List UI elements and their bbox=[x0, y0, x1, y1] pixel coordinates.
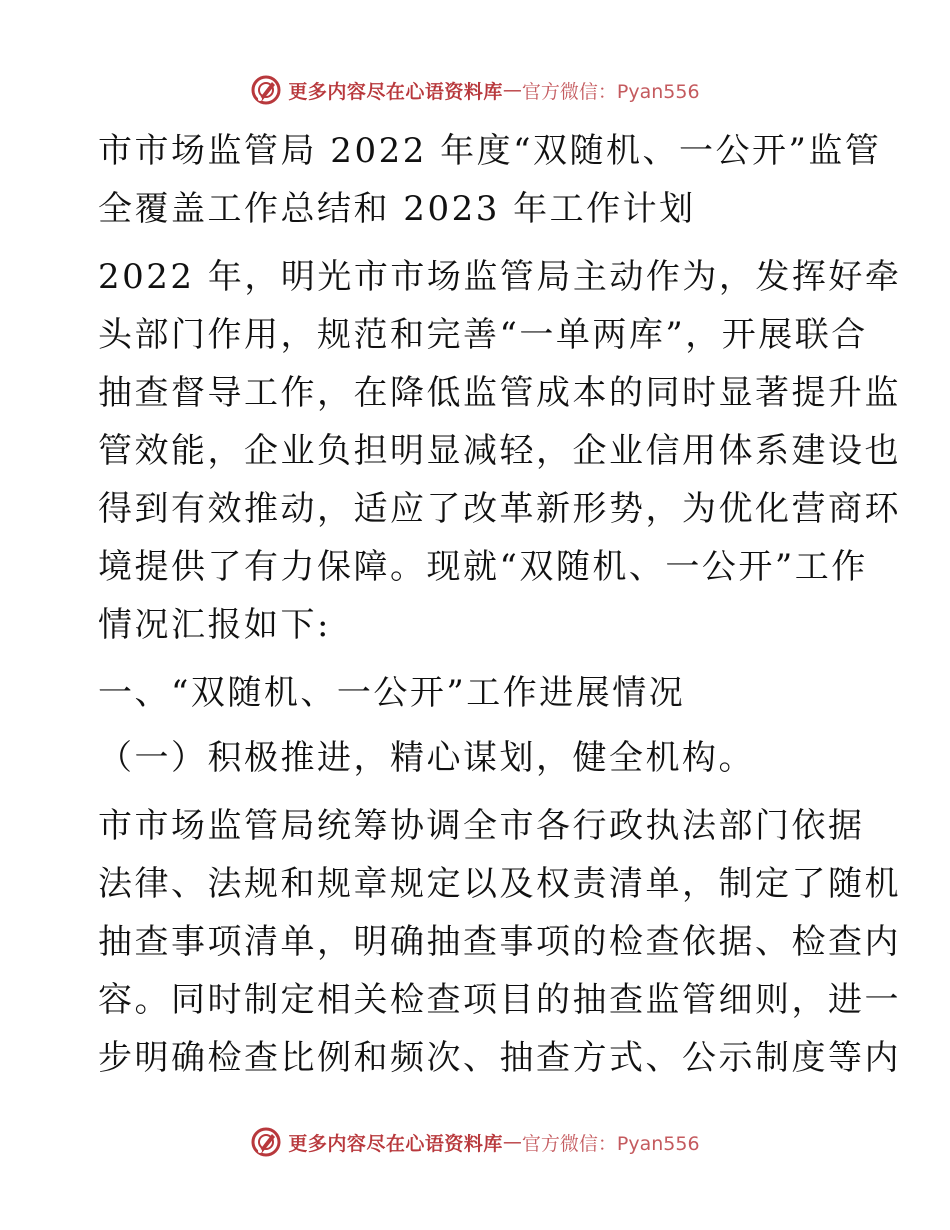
body-paragraph bbox=[98, 797, 901, 1087]
paragraph-line: 管效能，企业负担明显减轻，企业信用体系建设也 bbox=[98, 431, 901, 471]
pen-logo-icon bbox=[250, 1126, 282, 1158]
paragraph-line: 抽查督导工作，在降低监管成本的同时显著提升监 bbox=[98, 373, 901, 413]
document-body bbox=[98, 122, 902, 1087]
paragraph-line: 法律、法规和规章规定以及权责清单，制定了随机 bbox=[98, 864, 901, 904]
paragraph-line: 情况汇报如下: bbox=[98, 605, 331, 645]
header-watermark bbox=[0, 70, 950, 110]
paragraph-line: 境提供了有力保障。现就“双随机、一公开”工作 bbox=[98, 547, 868, 587]
footer-watermark bbox=[0, 1122, 950, 1162]
watermark-text: 更多内容尽在心语资料库 bbox=[288, 80, 503, 103]
paragraph-line: 头部门作用，规范和完善“一单两库”，开展联合 bbox=[98, 315, 868, 355]
watermark-contact: 官方微信：Pyan556 bbox=[521, 1132, 700, 1155]
paragraph-line: 2022 年，明光市市场监管局主动作为，发挥好牵 bbox=[98, 257, 902, 297]
watermark-text: 更多内容尽在心语资料库 bbox=[288, 1132, 503, 1155]
paragraph-line: 抽查事项清单，明确抽查事项的检查依据、检查内 bbox=[98, 922, 901, 962]
title-line: 全覆盖工作总结和 2023 年工作计划 bbox=[98, 189, 696, 229]
paragraph-line: 市市场监管局统筹协调全市各行政执法部门依据 bbox=[98, 806, 865, 846]
section-heading: 一、“双随机、一公开”工作进展情况 bbox=[98, 673, 686, 713]
title-line: 市市场监管局 2022 年度“双随机、一公开”监管 bbox=[98, 131, 882, 171]
watermark-separator: — bbox=[502, 1131, 522, 1153]
subsection-heading: （一）积极推进，精心谋划，健全机构。 bbox=[98, 738, 755, 778]
intro-paragraph bbox=[98, 248, 902, 654]
paragraph-line: 容。同时制定相关检查项目的抽查监管细则，进一 bbox=[98, 980, 901, 1020]
watermark-separator: — bbox=[502, 79, 522, 101]
document-title bbox=[98, 122, 882, 238]
paragraph-line: 得到有效推动，适应了改革新形势，为优化营商环 bbox=[98, 489, 901, 529]
paragraph-line: 步明确检查比例和频次、抽查方式、公示制度等内 bbox=[98, 1038, 901, 1078]
watermark-contact: 官方微信：Pyan556 bbox=[521, 80, 700, 103]
pen-logo-icon bbox=[250, 74, 282, 106]
